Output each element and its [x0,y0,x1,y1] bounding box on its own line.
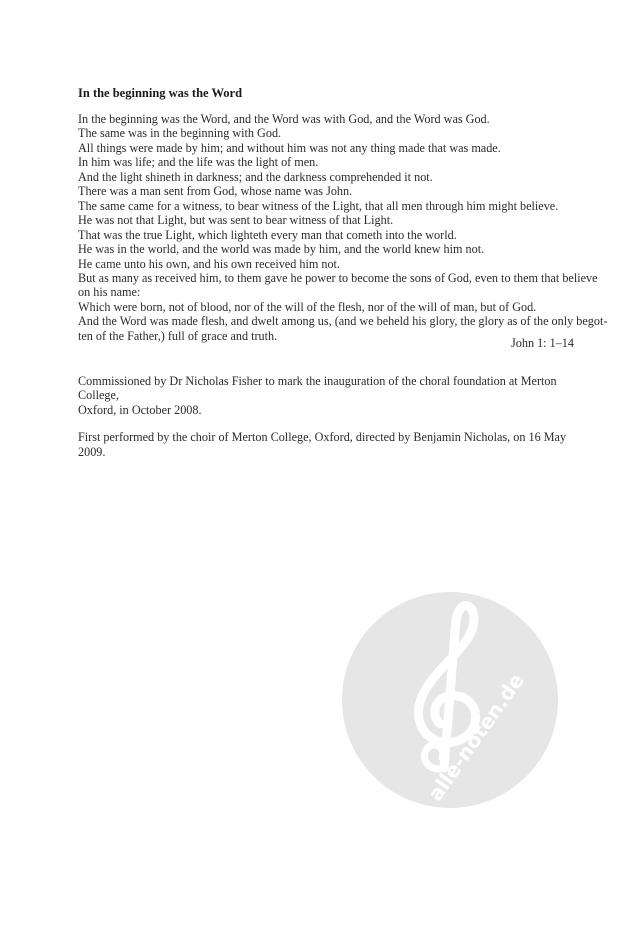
verse-line: All things were made by him; and without him was not any thing made that was made. [78,140,501,155]
premiere-note: First performed by the choir of Merton College, Oxford, directed by Benjamin Nicholas, on 16 May 2009. [78,430,567,459]
page-title: In the beginning was the Word [78,86,243,100]
commission-note [78,374,578,417]
commission-line: Oxford, in October 2008. [78,402,202,417]
verse-line: The same came for a witness, to bear witness of the Light, that all men through him might believe. [78,198,559,213]
watermark [340,590,560,810]
scripture-reference: John 1: 1–14 [511,336,574,350]
treble-clef-icon [340,590,560,810]
verse-text [78,112,608,343]
verse-line: That was the true Light, which lighteth every man that cometh into the world. [78,227,457,242]
verse-line: He was in the world, and the world was made by him, and the world knew him not. [78,242,485,257]
watermark-text: alle-noten.de [423,668,529,806]
verse-line: And the light shineth in darkness; and the darkness comprehended it not. [78,169,433,184]
verse-line: ten of the Father,) full of grace and truth. [78,328,278,343]
verse-line: on his name: [78,285,141,300]
verse-line: But as many as received him, to them gave he power to become the sons of God, even to them that believe [78,270,598,285]
verse-line: The same was in the beginning with God. [78,126,282,141]
verse-line: He was not that Light, but was sent to bear witness of that Light. [78,213,394,228]
verse-line: In him was life; and the life was the light of men. [78,155,319,170]
verse-line: Which were born, not of blood, nor of the will of the flesh, nor of the will of man, but of God. [78,299,537,314]
verse-line: And the Word was made flesh, and dwelt among us, (and we beheld his glory, the glory as of the only begot- [78,314,608,329]
performance-notes [78,374,578,472]
commission-line: Commissioned by Dr Nicholas Fisher to mark the inauguration of the choral foundation at Merton College, [78,374,557,403]
verse-line: There was a man sent from God, whose name was John. [78,184,353,199]
verse-line: In the beginning was the Word, and the Word was with God, and the Word was God. [78,112,490,126]
verse-line: He came unto his own, and his own received him not. [78,256,340,271]
